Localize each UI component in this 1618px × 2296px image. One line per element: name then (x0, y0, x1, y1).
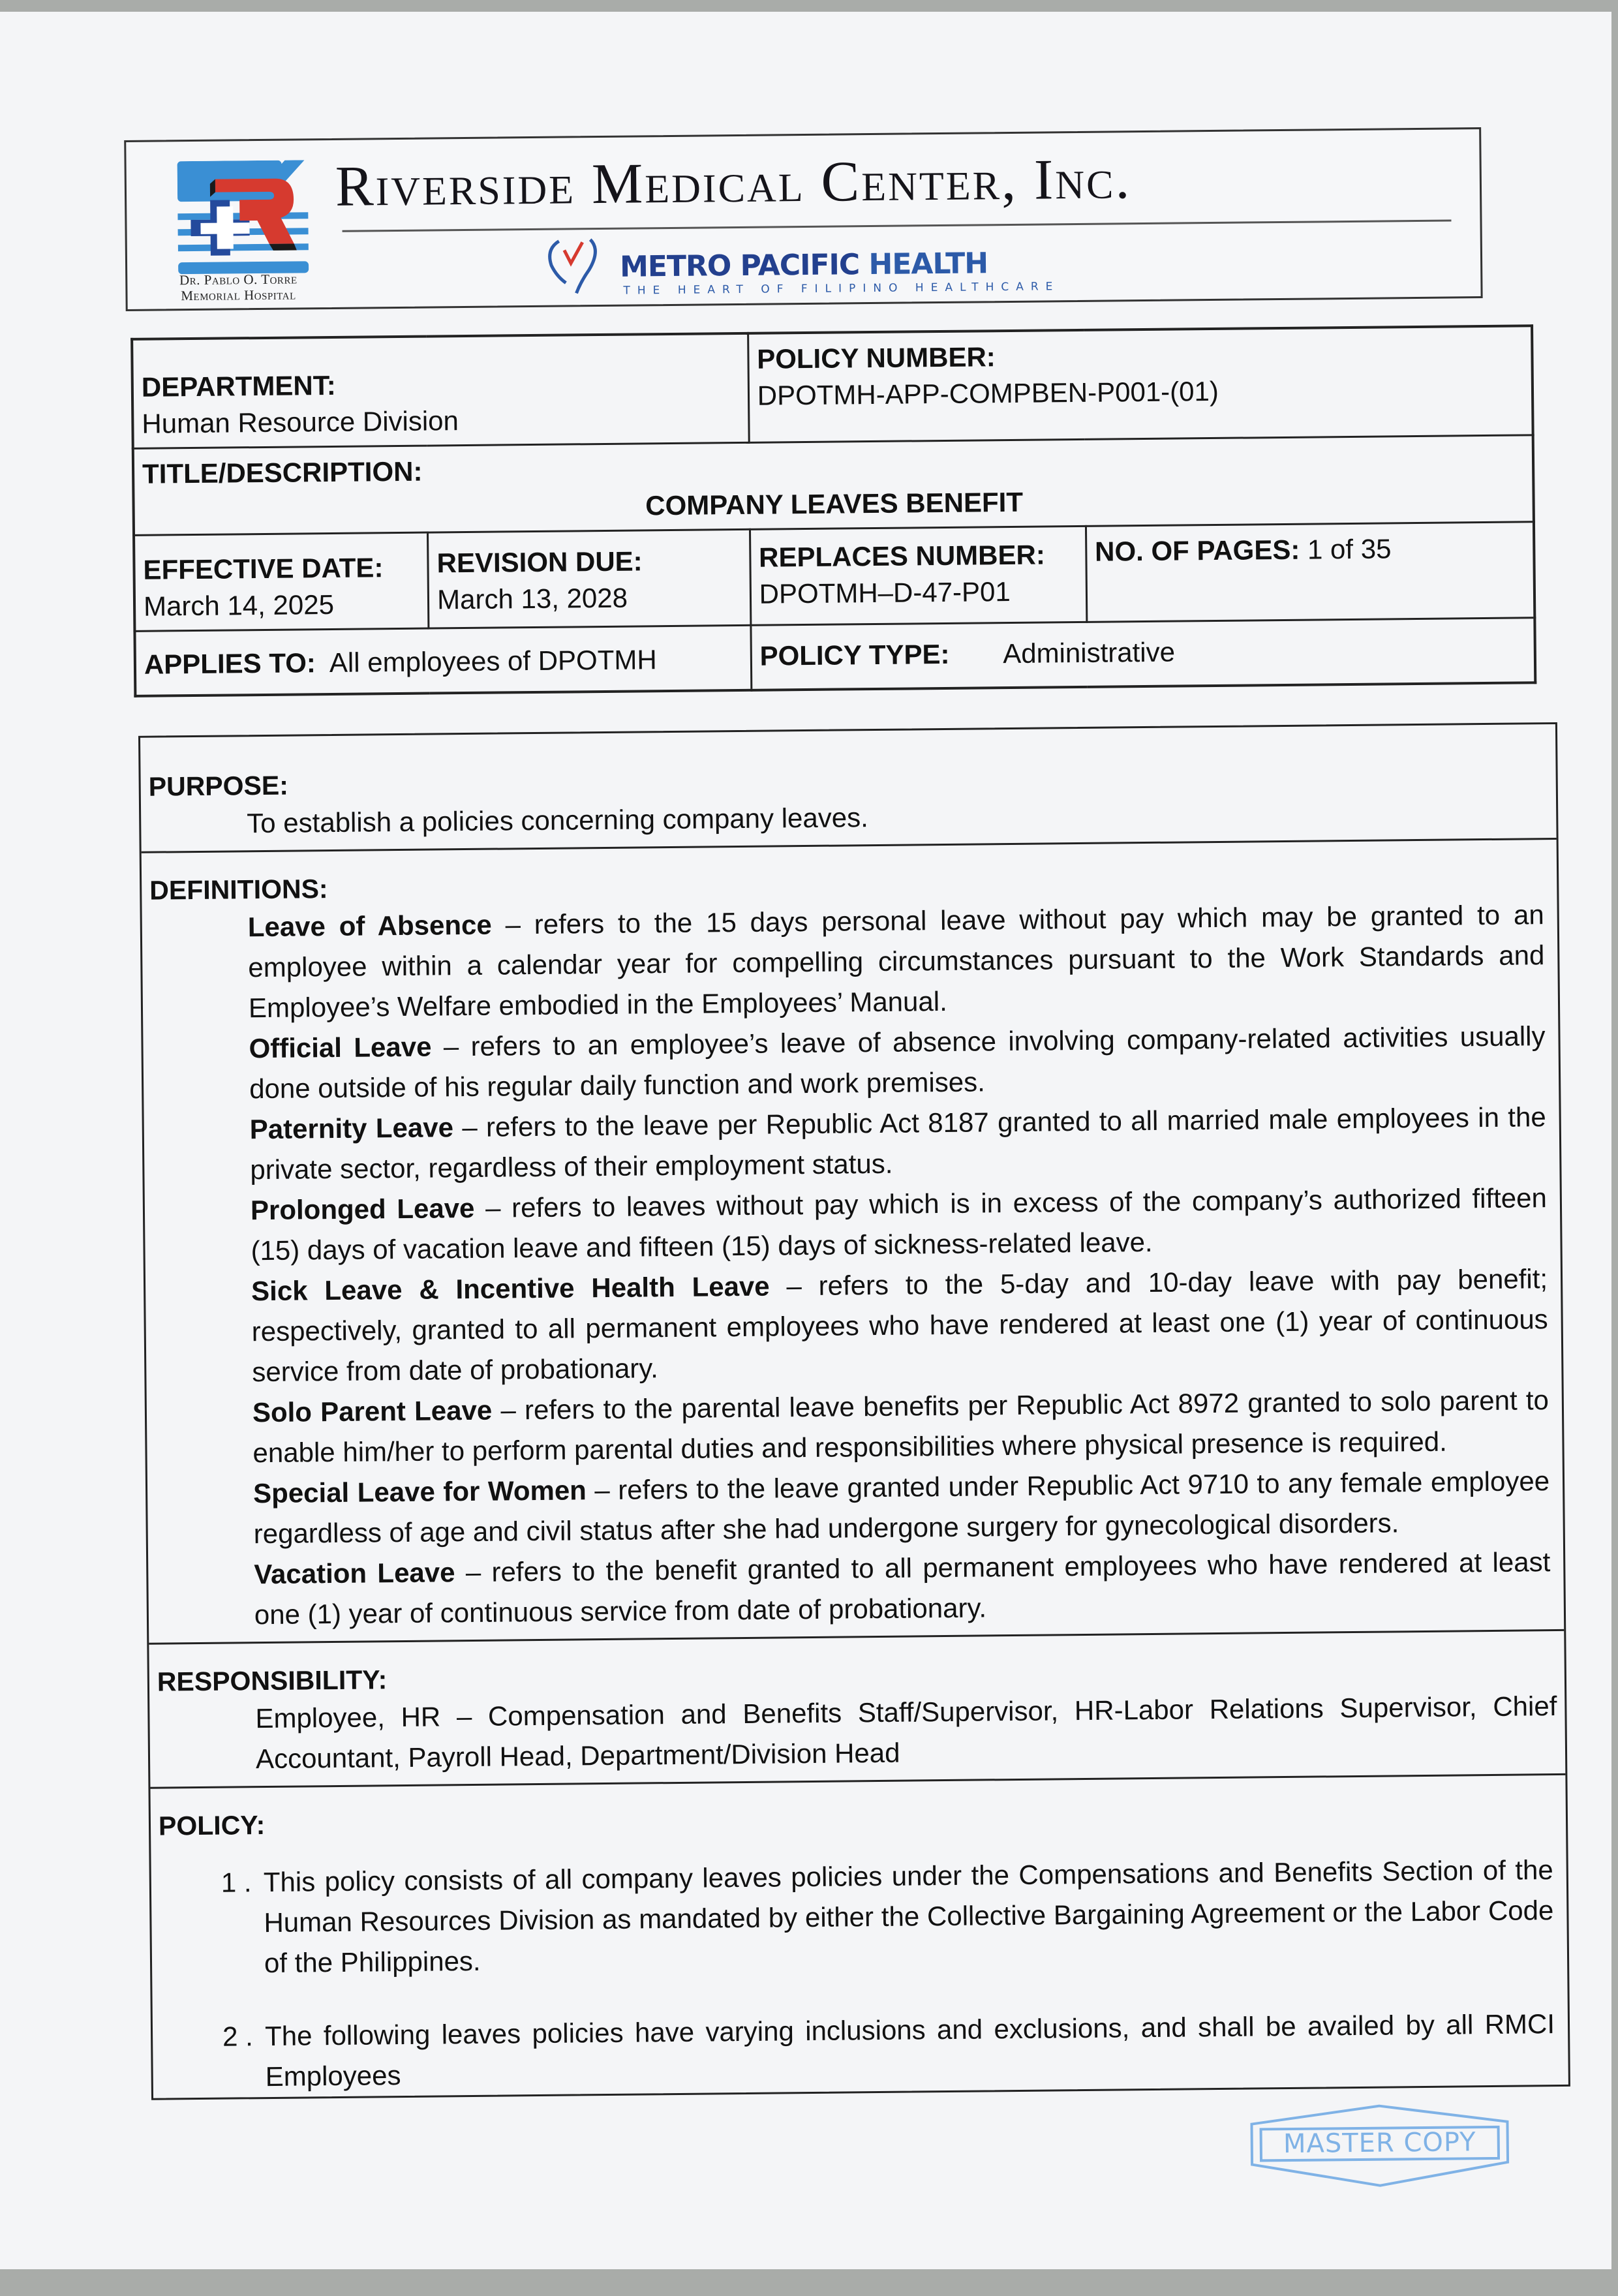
purpose-section (140, 724, 1557, 853)
policy-heading: POLICY: (158, 1810, 266, 1841)
policy-item-text: The following leaves policies have varying inclusions and exclusions, and shall be availed by all RMCI Employees (264, 2008, 1555, 2092)
policy-number-label: POLICY NUMBER: (756, 341, 996, 375)
definition-item (151, 1016, 1551, 1110)
department-label: DEPARTMENT: (141, 369, 336, 403)
stamp-text: MASTER COPY (1283, 2127, 1476, 2160)
policy-number-value: DPOTMH-APP-COMPBEN-P001-(01) (757, 375, 1219, 411)
purpose-heading: PURPOSE: (148, 770, 289, 802)
definition-item (150, 895, 1551, 1030)
hospital-name-line2: Memorial Hospital (181, 286, 296, 304)
definition-item (153, 1178, 1553, 1272)
definition-text: – refers to an employee’s leave of absence involving company-related activities usually done outside of his regular daily function and work premises. (249, 1020, 1546, 1105)
definition-item (156, 1542, 1556, 1636)
department-cell (132, 333, 749, 449)
definition-term: Official Leave (249, 1031, 432, 1064)
partner-name-part1: METRO PACIFIC (619, 248, 860, 284)
definition-text: – refers to the leave granted under Republic Act 9710 to any female employee regardless of age and civil status after she had undergone surgery for gynecological disorders. (253, 1465, 1550, 1550)
applies-to-label: APPLIES TO: (144, 647, 316, 680)
department-value: Human Resource Division (142, 405, 459, 439)
policy-section (150, 1775, 1568, 2098)
info-row-3 (134, 522, 1534, 632)
partner-name-part2: HEALTH (868, 247, 988, 282)
applies-to-cell (134, 625, 751, 696)
policy-type-value: Administrative (1002, 636, 1176, 669)
pages-label: NO. OF PAGES: (1094, 534, 1300, 567)
applies-to-value: All employees of DPOTMH (329, 644, 657, 679)
definitions-heading: DEFINITIONS: (149, 874, 328, 906)
definition-item (153, 1259, 1554, 1394)
definition-term: Vacation Leave (254, 1557, 455, 1590)
definition-text: – refers to leaves without pay which is in excess of the company’s authorized fifteen (15) days of vacation leave and fifteen (15) days of sickness-related leave. (251, 1182, 1548, 1266)
title-cell (133, 435, 1534, 536)
definition-term: Paternity Leave (249, 1112, 454, 1145)
policy-number-cell (748, 326, 1533, 442)
revision-due-cell (428, 529, 751, 628)
replaces-number-cell (750, 526, 1086, 625)
policy-type-label: POLICY TYPE: (759, 638, 950, 671)
policy-item-number: 1 . (221, 1867, 252, 1898)
definition-text: – refers to the parental leave benefits per Republic Act 8972 granted to solo parent to enable him/her to perform parental duties and responsibilities where physical presence is required. (252, 1385, 1549, 1469)
pages-cell (1086, 522, 1534, 622)
info-row-4 (134, 618, 1535, 696)
policy-item-text: This policy consists of all company leaves policies under the Compensations and Benefits Section of the Human Resources Division as mandated by either the Collective Bargaining Agreement or the Labor Code of the Philippines. (263, 1854, 1554, 1979)
definition-text: – refers to the 5-day and 10-day leave with pay benefit; respectively, granted to all permanent employees who have rendered at least one (1) year of continuous service from date of probationary. (251, 1263, 1548, 1388)
pages-value: 1 of 35 (1307, 533, 1392, 565)
title-label: TITLE/DESCRIPTION: (142, 455, 423, 489)
company-name: Riverside Medical Center, Inc. (335, 147, 1132, 219)
definition-text: – refers to the 15 days personal leave without pay which may be granted to an employee within a calendar year for compelling circumstances pursuant to the Work Standards and Employee’s Welfare embodied in the Employees’ Manual. (248, 899, 1545, 1024)
partner-name (620, 248, 988, 283)
policy-item (159, 1850, 1560, 1985)
effective-date-label: EFFECTIVE DATE: (143, 552, 384, 585)
definition-term: Leave of Absence (247, 909, 492, 943)
definition-text: – refers to the leave per Republic Act 8187 granted to all married male employees in the private sector, regardless of their employment status. (250, 1101, 1546, 1186)
master-copy-stamp (1249, 2102, 1510, 2190)
definition-item (155, 1380, 1555, 1475)
replaces-number-value: DPOTMH–D-47-P01 (759, 575, 1011, 609)
policy-info-table (130, 324, 1536, 697)
heart-logo-icon (545, 236, 604, 295)
policy-item (160, 2004, 1561, 2098)
hospital-name-line1: Dr. Pablo O. Torre (179, 271, 298, 288)
definition-term: Prolonged Leave (250, 1192, 475, 1226)
title-divider (343, 219, 1452, 232)
policy-body (138, 722, 1570, 2100)
definition-text: – refers to the benefit granted to all permanent employees who have rendered at least one (1) year of continuous service from date of probationary. (254, 1546, 1551, 1630)
partner-tagline: THE HEART OF FILIPINO HEALTHCARE (623, 280, 1060, 298)
definition-term: Sick Leave & Incentive Health Leave (251, 1270, 770, 1307)
definitions-section (142, 840, 1565, 1645)
revision-due-value: March 13, 2028 (436, 582, 628, 615)
responsibility-text: Employee, HR – Compensation and Benefits Staff/Supervisor, HR-Labor Relations Supervisor, Chief Accountant, Payroll Head, Department/Division Head (255, 1691, 1557, 1775)
effective-date-cell (134, 532, 429, 631)
policy-item-number: 2 . (222, 2021, 254, 2052)
policy-type-cell (751, 618, 1536, 690)
revision-due-label: REVISION DUE: (436, 545, 643, 579)
responsibility-heading: RESPONSIBILITY: (157, 1664, 388, 1697)
info-row-1 (132, 326, 1533, 448)
definition-item (151, 1097, 1551, 1191)
definition-item (155, 1461, 1555, 1555)
responsibility-section (149, 1631, 1565, 1789)
replaces-number-label: REPLACES NUMBER: (758, 539, 1046, 573)
hospital-logo-icon (177, 160, 316, 275)
letterhead (124, 127, 1482, 311)
title-value: COMPANY LEAVES BENEFIT (645, 486, 1024, 521)
purpose-text: To establish a policies concerning company leaves. (247, 802, 868, 839)
hospital-name (140, 271, 336, 304)
definition-term: Solo Parent Leave (252, 1394, 493, 1428)
info-row-2 (133, 435, 1534, 536)
effective-date-value: March 14, 2025 (143, 589, 335, 622)
definition-term: Special Leave for Women (252, 1475, 587, 1509)
